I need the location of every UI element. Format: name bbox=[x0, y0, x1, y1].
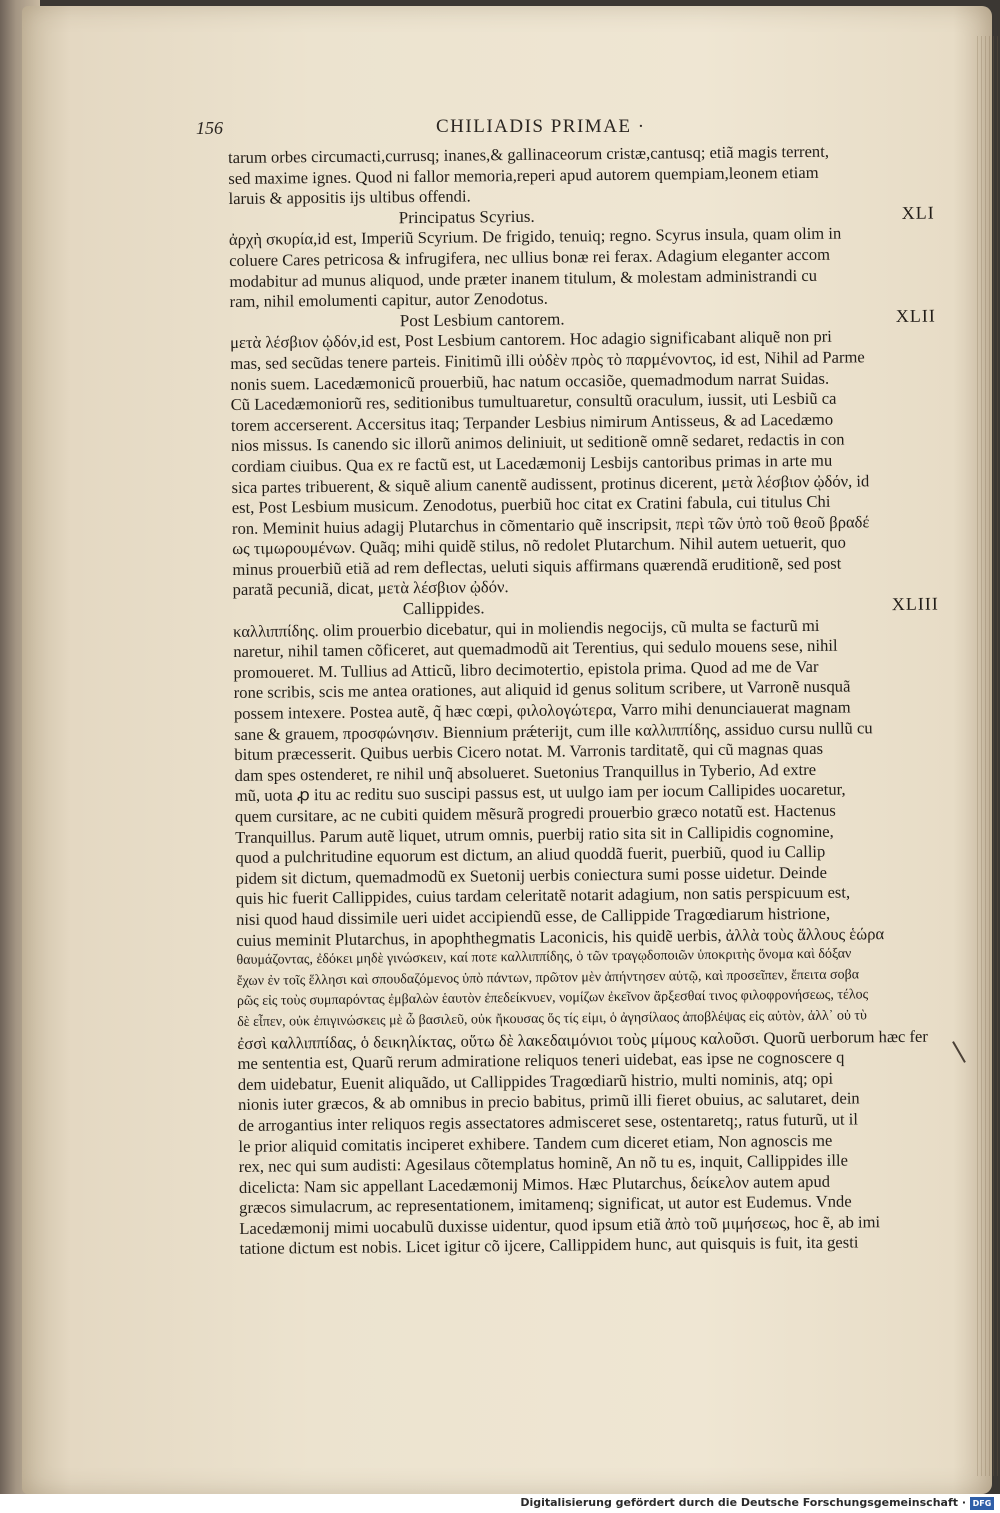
text-line: nios missus. Is canendo sic illorũ animos deliniuit, ut seditionẽ omnẽ sedaret, redactis in con bbox=[231, 429, 845, 456]
running-title: CHILIADIS PRIMAE · bbox=[436, 116, 646, 137]
text-line: sed maxime ignes. Quod ni fallor memoria,reperi apud autorem quempiam,leonem etiam bbox=[228, 162, 819, 188]
text-line: me sententia est, Quarũ rerum admiratione reliquos teneri uidebat, eas ipse ne cognoscere q bbox=[237, 1047, 845, 1074]
dfg-logo[interactable]: DFG bbox=[970, 1497, 994, 1510]
text-line: possem intexere. Postea autẽ, q̃ hæc cœpi, φιλολογώτερα, Varro mihi denunciauerat magnam bbox=[233, 697, 851, 723]
adage-numeral: XLI bbox=[901, 202, 935, 223]
text-line: quis hic fuerit Callippides, cuius tardam celeritatẽ notarit adagium, non satis perspicuum est, bbox=[235, 882, 851, 909]
text-line: tarum orbes circumacti,currusq; inanes,& gallinaceorum cristæ,cantusq; etiã magis terrent, bbox=[228, 141, 830, 167]
footer-credit: Digitalisierung gefördert durch die Deutsche Forschungsgemeinschaft · bbox=[520, 1496, 966, 1509]
text-line: Tranquillus. Parum autẽ liquet, utrum omnis, puerbij ratio sita sit in Callipidis cognomine, bbox=[235, 821, 834, 847]
adage-numeral: XLII bbox=[895, 305, 936, 326]
text-line: ram, nihil emolumenti capitur, autor Zenodotus. bbox=[229, 288, 548, 312]
text-line: mas, sed secũdas tenere parteis. Finitimũ illi οὐδὲν πρὸς τὸ παρμένοντος, id est, Nihil ad Parme bbox=[230, 347, 865, 373]
greek-text-line: ρῶς εἰς τοὺς συμπαρόντας ἐμβαλὼν ἑαυτὸν ἐπεδείκνυεν, νομίζων ἐκεῖνον ἄρξεσθαί τινος φιλοφρονήσεως, τέλος bbox=[236, 987, 869, 1010]
adage-heading-title: Callippides. bbox=[402, 598, 485, 619]
text-line: promoueret. M. Tullius ad Atticũ, libro decimotertio, epistola prima. Quod ad me de Var bbox=[233, 656, 819, 682]
adage-heading-title: Principatus Scyrius. bbox=[398, 206, 535, 227]
text-line: quem cursitare, ac ne cubiti quidem mẽsurã progredi prouerbio græco notatũ est. Hactenus bbox=[234, 800, 836, 826]
text-line: modabitur ad munus aliquod, unde præter inanem titulum, & molestam administrandi cu bbox=[229, 265, 818, 291]
text-line: cuius meminit Plutarchus, in apophthegmatis Laconicis, his quidẽ uerbis, ἀλλὰ τοὺς ἄλλους ἑώρα bbox=[236, 923, 885, 950]
text-line: sane & grauem, προσφώνησιν. Biennium prǽterijt, cum ille καλλιππίδης, assiduo cursu nullũ cu bbox=[234, 717, 873, 744]
text-line: paratã pecuniã, dicat, μετὰ λέσβιον ᾠδόν. bbox=[232, 577, 509, 600]
text-line: ως τιμωρουμένων. Quãq; mihi quidẽ stilus, nõ redolet Plutarchum. Nihil autem uetuerit, quo bbox=[232, 532, 846, 559]
digitization-footer bbox=[0, 1494, 1000, 1513]
text-line: coluere Cares petricosa & infrugifera, nec ullius bonæ rei ferax. Adagium eleganter accom bbox=[229, 244, 831, 270]
text-line: torem accerserent. Accersitus itaq; Terpander Lesbius nimirum Antisseus, & ad Lacedæmo bbox=[230, 409, 834, 435]
greek-text-line: θαυμάζοντας, ἐδόκει μηδὲ γινώσκειν, καί ποτε καλλιππίδης, ὁ τῶν τραγῳδοποιῶν ὑποκριτὴς ὄνομα καὶ δόξαν bbox=[236, 946, 852, 969]
text-line: rex, nec qui sum audisti: Agesilaus cõtemplatus hominẽ, An nõ tu es, inquit, Callippides ille bbox=[238, 1150, 849, 1177]
body-text bbox=[228, 141, 946, 1260]
text-line: quod a pulchritudine equorum est dictum, an aliud quoddã fuerit, puerbiũ, quod iu Callip bbox=[235, 841, 826, 868]
text-line: dam spes ostenderet, re nihil unq̃ absolueret. Suetonius Tranquillus in Tyberio, Ad extre bbox=[234, 759, 817, 785]
text-line: nonis suem. Lacedæmonicũ prouerbiũ, hac natum occasiõe, quemadmodum narrat Suidas. bbox=[230, 368, 830, 394]
text-line: Lacedæmonij mimi uocabulũ duxisse uidentur, quod ipsum etiã ἀπὸ τοῦ μιμήσεως, hoc ẽ, ab imi bbox=[239, 1212, 881, 1238]
page-stack-edge bbox=[977, 36, 1000, 1476]
text-line: laruis & appositis ijs ultibus offendi. bbox=[228, 186, 471, 209]
adage-numeral: XLIII bbox=[891, 593, 939, 615]
text-line: græcos simulacrum, ac representationem, imitamenq; significat, ut autor est Eudemus. Vnde bbox=[238, 1191, 852, 1218]
text-line: dem uidebatur, Euenit aliquãdo, ut Callippides Tragœdiarũ histrio, multi nominis, atq; opi bbox=[237, 1068, 834, 1094]
text-line: dicelicta: Nam sic appellant Lacedæmonij Mimos. Hæc Plutarchus, δείκελον autem apud bbox=[238, 1171, 831, 1197]
text-line: naretur, nihil tamen cõficeret, aut quemadmodũ ait Terentius, qui sedulo mouens sese, nihil bbox=[233, 635, 838, 662]
text-line: mũ, uota ꝓ itu ac reditu suo suscipi passus est, ut uulgo iam per iocum Callipides uocaretur, bbox=[234, 779, 846, 806]
page-number: 156 bbox=[196, 118, 223, 138]
text-line: ἐσσὶ καλλιππίδας, ὁ δεικηλίκτας, οὕτω δὲ λακεδαιμόνιοι τοὺς μίμους καλοῦσι. Quorũ uerborum hæc fer bbox=[237, 1026, 928, 1053]
text-line: nionis iuter græcos, & ab omnibus in precio babitus, primũ illi fieret obuius, ac salutaret, dein bbox=[237, 1088, 860, 1115]
text-line: tatione dictum est nobis. Licet igitur cõ ijcere, Callippidem hunc, aut quisquis is fuit, ita gesti bbox=[239, 1232, 859, 1259]
greek-text-line: ἔχων ἐν τοῖς ἕλλησι καὶ σπουδαζόμενος ὑπὸ πάντων, πρῶτον μὲν ἀπήντησεν αὐτῷ, καὶ προσεῖπεν, ἔπειτα σοβα bbox=[236, 967, 860, 989]
text-line: nisi quod haud dissimile ueri uidet accipiendũ esse, de Callippide Tragœdiarum histrione, bbox=[235, 903, 831, 929]
text-line: καλλιππίδης. olim prouerbio dicebatur, qui in moliendis negocijs, cũ multa se facturũ mi bbox=[232, 615, 820, 641]
text-line: minus prouerbiũ etiã ad rem deflectas, ueluti siquis affirmans quærendã eruditionẽ, sed post bbox=[232, 553, 842, 579]
text-line: ἀρχὴ σκυρία,id est, Imperiũ Scyrium. De frigido, tenuiq; regno. Scyrus insula, quam olim in bbox=[228, 223, 842, 250]
text-line: le prior aliquid comitatis inciperet exhibere. Tandem cum diceret etiam, Non agnoscis me bbox=[238, 1130, 833, 1156]
text-line: rone scribis, scis me antea orationes, aut aliquid id genus solitum scribere, ut Varronẽ nusquã bbox=[233, 676, 851, 703]
text-line: est, Post Lesbium musicum. Zenodotus, puerbiũ hoc citat ex Cratini fabula, cui titulus Chi bbox=[231, 491, 831, 518]
text-line: cordiam ciuibus. Qua ex re factũ est, ut Lacedæmonij Lesbijs cantoribus primas in arte mu bbox=[231, 450, 833, 476]
text-line: de arrogantius inter reliquos regis assectatores admisceret sese, ostentaretq;, ratus futurũ, ut il bbox=[238, 1109, 859, 1135]
text-line: pidem sit dictum, quemadmodũ ex Suetonij uerbis coniectura sumi posse uidetur. Deinde bbox=[235, 862, 827, 888]
adage-heading-title: Post Lesbium cantorem. bbox=[399, 309, 565, 330]
text-line: bitum præcesserit. Quibus uerbis Cicero notat. M. Varronis tarditatẽ, qui cũ magnas quas bbox=[234, 739, 824, 765]
text-line: μετὰ λέσβιον ᾠδόν,id est, Post Lesbium cantorem. Hoc adagio significabant aliquẽ non pri bbox=[229, 327, 832, 353]
text-line: sica partes tribuerent, & siquẽ alium canentẽ audissent, protinus dicerent, μετὰ λέσβιον ᾠδόν, id bbox=[231, 470, 870, 497]
greek-text-line: δὲ εἶπεν, οὐκ ἐπιγινώσκεις μὲ ὦ βασιλεῦ, οὐκ ἤκουσας ὅς τίς εἰμι, ὁ ἀγησίλαος ἀποβλέψας εἰς αὐτὸν, ἀλλ᾽ οὐ τὺ bbox=[237, 1008, 868, 1030]
text-line: Cũ Lacedæmoniorũ res, seditionibus tumultuaretur, consultũ oraculum, iussit, uti Lesbiũ ca bbox=[230, 388, 837, 415]
text-line: ron. Meminit huius adagij Plutarchus in cõmentario quẽ inscripsit, περὶ τῶν ὑπὸ τοῦ θεοῦ βραδέ bbox=[231, 511, 870, 538]
